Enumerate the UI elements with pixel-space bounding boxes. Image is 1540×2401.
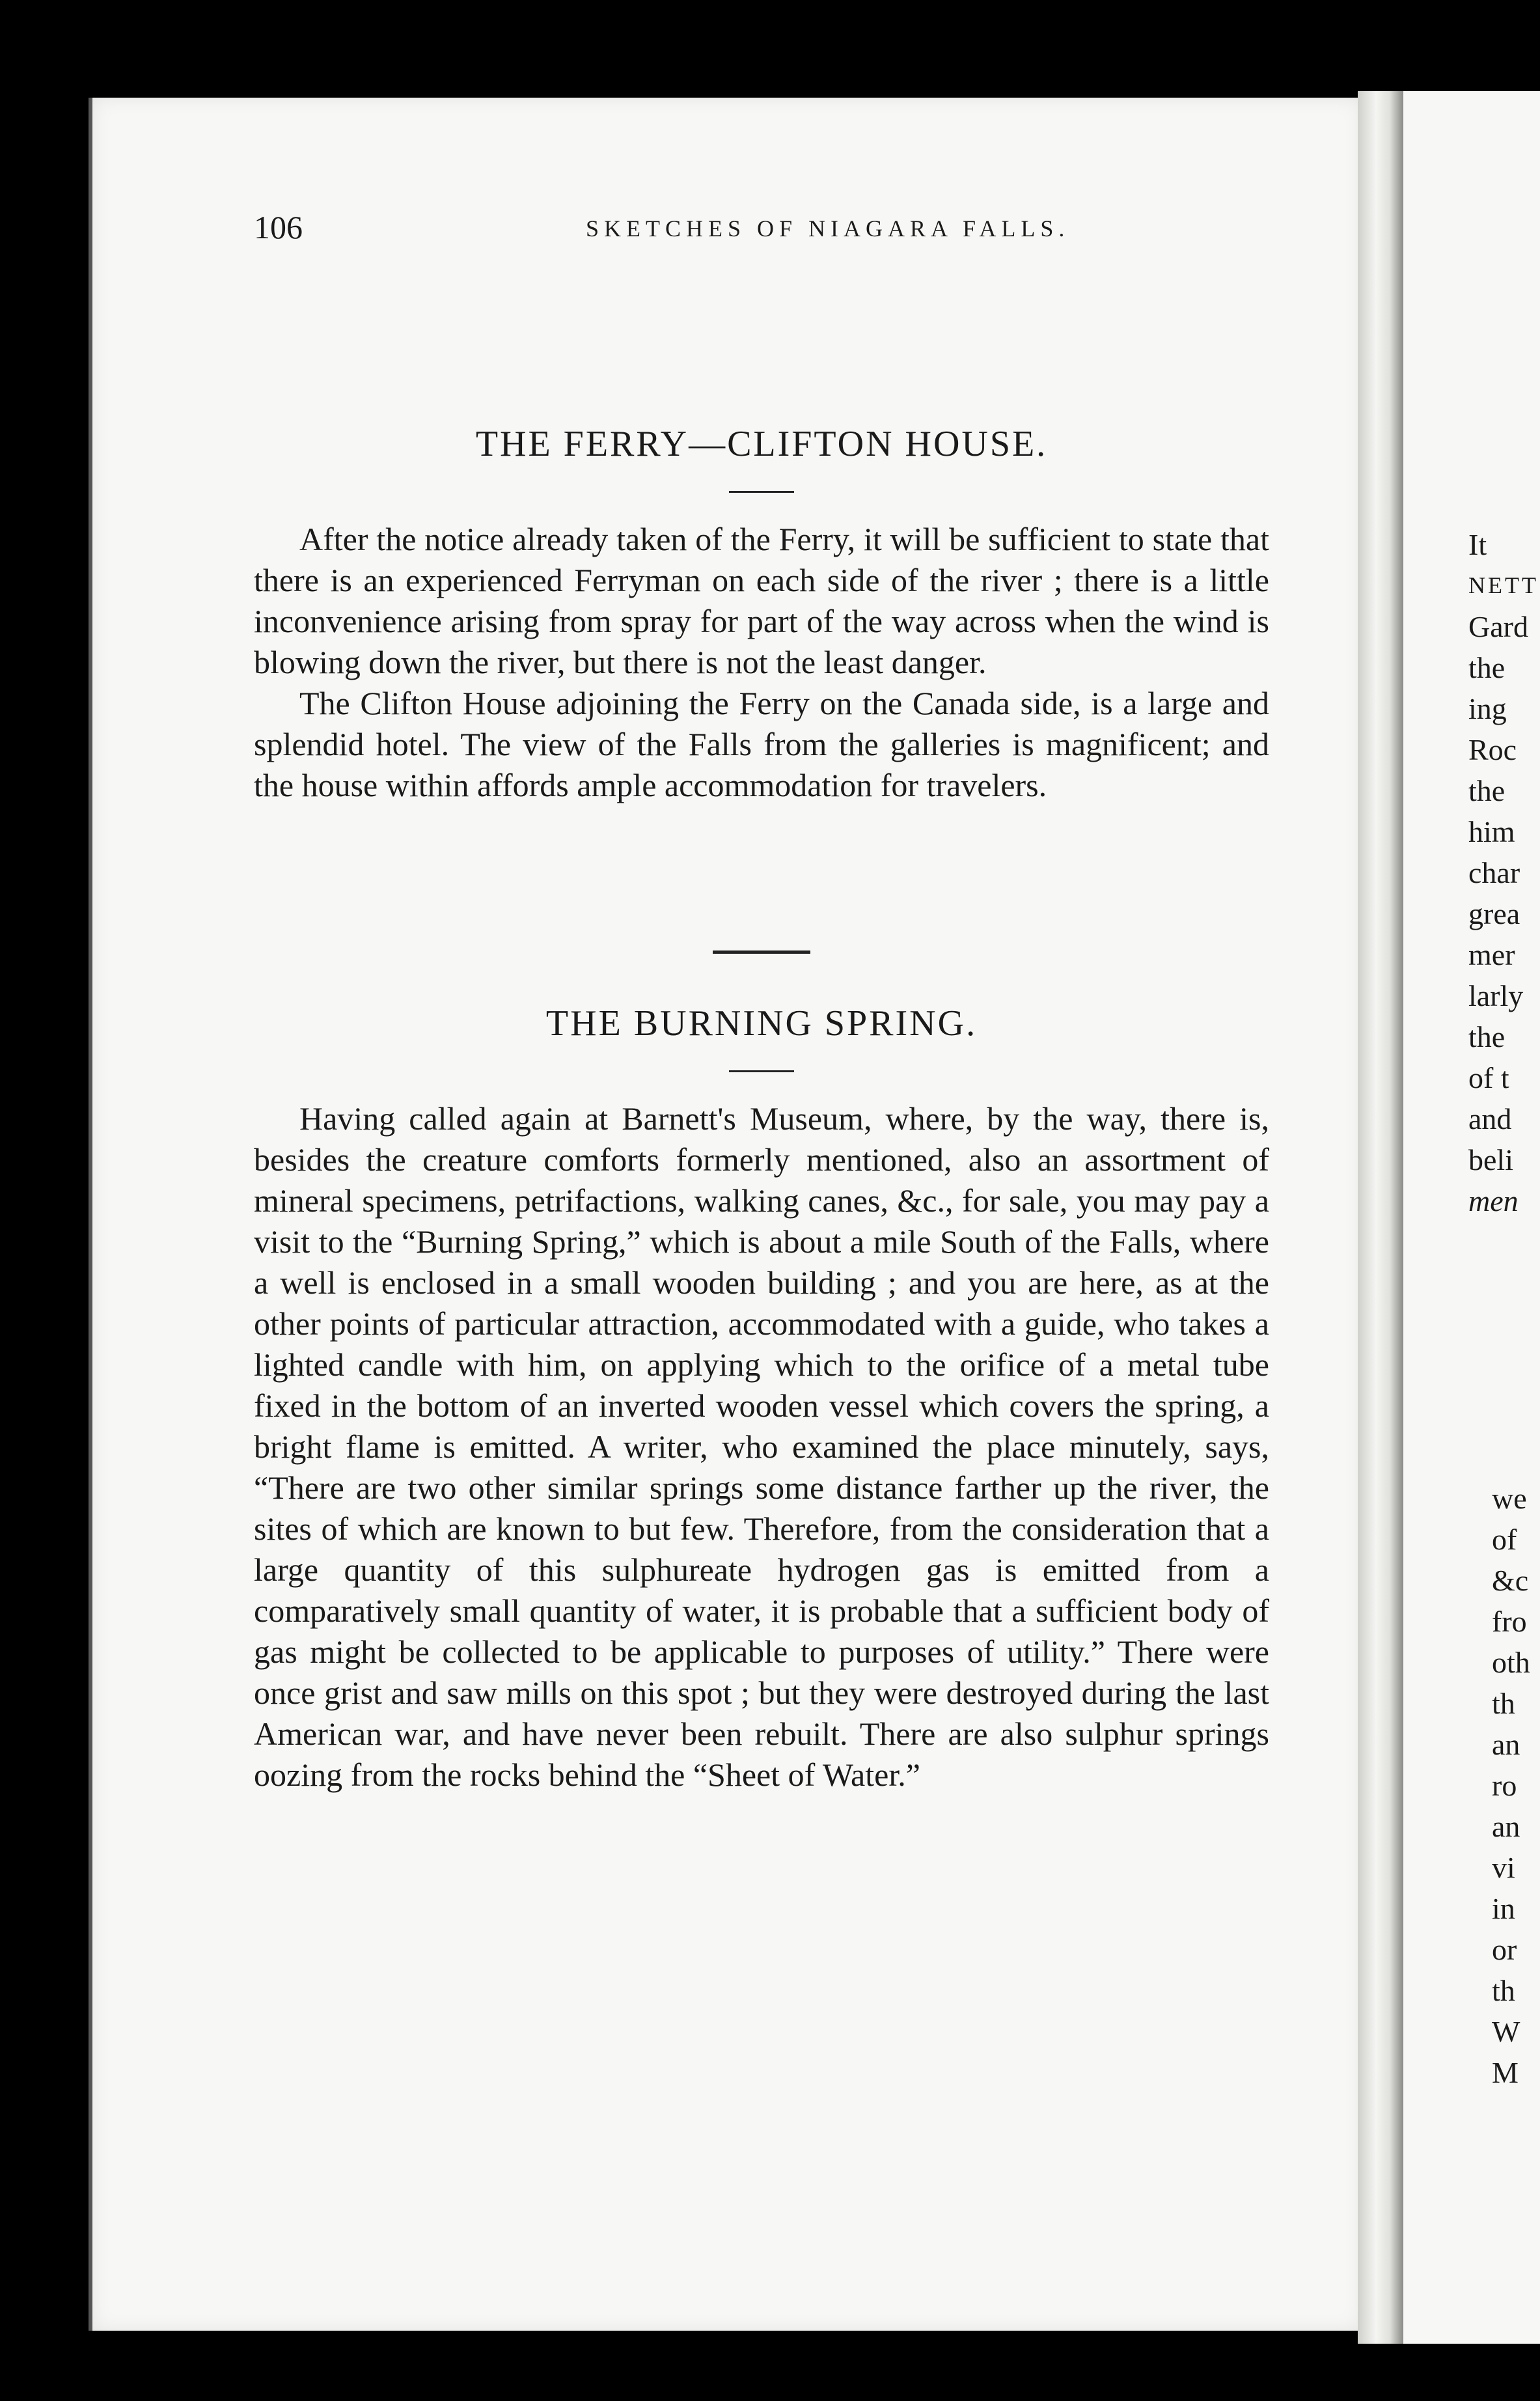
right-line: oth (1492, 1646, 1530, 1679)
right-line: fro (1492, 1605, 1527, 1638)
title-rule (729, 1070, 794, 1072)
right-line: W (1492, 2015, 1520, 2048)
right-line: grea (1468, 897, 1520, 930)
title-rule (729, 491, 794, 493)
section-title: THE FERRY—CLIFTON HOUSE. (475, 424, 1048, 464)
section-divider (254, 951, 1269, 954)
right-line: men (1468, 1184, 1519, 1217)
right-line: and (1468, 1102, 1512, 1135)
running-head (163, 208, 1269, 247)
right-line: an (1492, 1728, 1520, 1761)
section-divider-rule (713, 951, 810, 954)
right-line: th (1492, 1687, 1515, 1720)
running-title: SKETCHES OF NIAGARA FALLS. (586, 215, 1070, 242)
book-gutter (1358, 91, 1403, 2344)
right-line: &c (1492, 1564, 1529, 1597)
right-line: of (1492, 1523, 1517, 1556)
section-burning-spring (254, 1003, 1269, 1796)
right-page-fragment (1403, 91, 1540, 2344)
right-line: an (1492, 1810, 1520, 1843)
section-title: THE BURNING SPRING. (545, 1003, 978, 1044)
right-line: mer (1468, 938, 1515, 971)
right-line: in (1492, 1892, 1515, 1925)
right-line: NETT (1468, 572, 1539, 598)
right-line: we (1492, 1482, 1527, 1515)
paragraph: After the notice already taken of the Ferry, it will be sufficient to state that there is an experienced Ferryman on each side of the river ; there is a little inconvenience arising from spray for part of the way across when the wind is blowing down the river, but there is not the least danger. (254, 521, 1269, 680)
right-line: the (1468, 651, 1506, 684)
paragraph: The Clifton House adjoining the Ferry on the Canada side, is a large and splendid hotel. The view of the Falls from the galleries is magnificent; and the house within affords ample accommodation for travelers. (254, 685, 1269, 803)
right-line: vi (1492, 1851, 1515, 1884)
right-line: Roc (1468, 733, 1517, 766)
right-line: or (1492, 1933, 1517, 1966)
page-number: 106 (254, 209, 303, 245)
right-line: of t (1468, 1061, 1509, 1094)
right-line: th (1492, 1974, 1515, 2007)
right-line: ro (1492, 1769, 1517, 1802)
right-line: him (1468, 815, 1515, 848)
right-line: M (1492, 2056, 1519, 2089)
right-line: larly (1468, 979, 1524, 1012)
paragraph: Having called again at Barnett's Museum, where, by the way, there is, besides the creature comforts formerly mentioned, also an assortment of mineral specimens, petrifactions, walking canes, &c., for sale, you may pay a visit to the “Burning Spring,” which is about a mile South of the Falls, where a well is enclosed in a small wooden building ; and you are here, as at the other points of particular attraction, accommodated with a guide, who takes a lighted candle with him, on applying which to the orifice of a metal tube fixed in the bottom of an inverted wooden vessel which covers the spring, a bright flame is emitted. A writer, who examined the place minutely, says, “There are two other similar springs some distance farther up the river, the sites of which are known to but few. Therefore, from the consideration that a large quantity of this sulphureate hydrogen gas is emitted from a comparatively small quantity of water, it is probable that a sufficient body of gas might be collected to be applicable to purposes of utility.” There were once grist and saw mills on this spot ; but they were destroyed during the last American war, and have never been rebuilt. There are also sulphur springs oozing from the rocks behind the “Sheet of Water.” (254, 1100, 1269, 1793)
right-line: beli (1468, 1143, 1513, 1176)
right-line: char (1468, 856, 1520, 889)
right-line: ing (1468, 692, 1507, 725)
right-line: Gard (1468, 610, 1528, 643)
right-page-lines-top (1468, 524, 1540, 1221)
section-ferry-clifton-house (254, 423, 1269, 806)
right-line: It (1468, 528, 1487, 561)
right-page-lines-bottom (1492, 1478, 1540, 2093)
right-line: the (1468, 774, 1506, 807)
right-line: the (1468, 1020, 1506, 1053)
